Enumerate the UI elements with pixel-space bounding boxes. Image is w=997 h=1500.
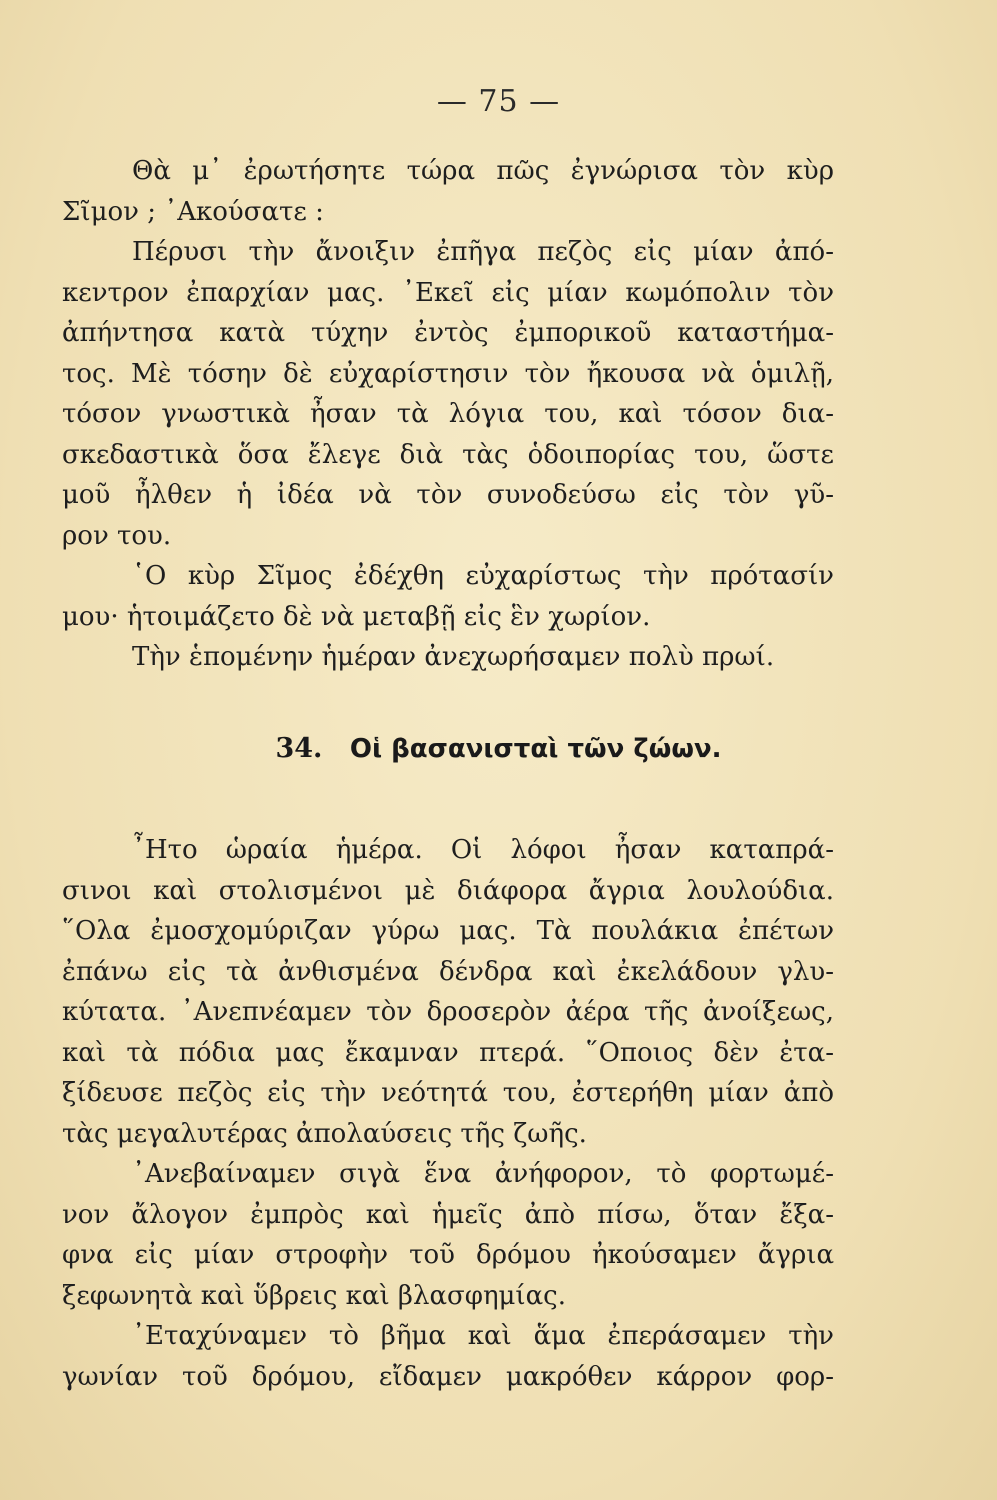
text-line: σκεδαστικὰ ὅσα ἔλεγε διὰ τὰς ὁδοιπορίας του, ὥστε — [62, 439, 834, 470]
text-line: ξίδευσε πεζὸς εἰς τὴν νεότητά του, ἐστερήθη μίαν ἀπὸ — [62, 1078, 834, 1108]
text-line: ᾿Εταχύναμεν τὸ βῆμα καὶ ἅμα ἐπεράσαμεν τὴν — [132, 1321, 834, 1351]
text-block-bottom — [62, 830, 834, 1397]
text-line: ἀπήντησα κατὰ τύχην ἐντὸς ἐμπορικοῦ καταστήμα- — [62, 318, 834, 348]
text-line: ῏Ητο ὡραία ἡμέρα. Οἱ λόφοι ἦσαν καταπρά- — [132, 835, 834, 865]
text-line: σινοι καὶ στολισμένοι μὲ διάφορα ἄγρια λουλούδια. — [62, 875, 834, 906]
text-line: τος. Μὲ τόσην δὲ εὐχαρίστησιν τὸν ἤκουσα νὰ ὁμιλῇ, — [62, 358, 834, 389]
text-line: ᾿Ανεβαίναμεν σιγὰ ἕνα ἀνήφορον, τὸ φορτωμέ- — [132, 1159, 834, 1189]
text-line: μου· ἡτοιμάζετο δὲ νὰ μεταβῇ εἰς ἓν χωρίον. — [62, 601, 651, 632]
section-title: Οἱ βασανισταὶ τῶν ζώων. — [349, 734, 722, 764]
text-line: Θὰ μ᾿ ἐρωτήσητε τώρα πῶς ἐγνώρισα τὸν κὺρ — [132, 156, 834, 186]
text-line: καὶ τὰ πόδια μας ἔκαμναν πτερά. ῞Οποιος δὲν ἐτα- — [62, 1037, 834, 1068]
text-line: ἐπάνω εἰς τὰ ἀνθισμένα δένδρα καὶ ἐκελάδουν γλυ- — [62, 956, 834, 987]
text-line: ῾Ο κὺρ Σῖμος ἐδέχθη εὐχαρίστως τὴν πρότασίν — [132, 561, 834, 591]
section-number: 34. — [275, 733, 323, 764]
text-line: Τὴν ἑπομένην ἡμέραν ἀνεχωρήσαμεν πολὺ πρωί. — [132, 642, 775, 672]
text-line: ρον του. — [62, 520, 172, 551]
text-line: τόσον γνωστικὰ ἦσαν τὰ λόγια του, καὶ τόσον δια- — [62, 399, 834, 429]
text-line: κύτατα. ᾿Ανεπνέαμεν τὸν δροσερὸν ἀέρα τῆς ἀνοίξεως, — [62, 997, 834, 1027]
page-number: — 75 — — [436, 84, 561, 119]
text-line: φνα εἰς μίαν στροφὴν τοῦ δρόμου ἠκούσαμεν ἄγρια — [62, 1240, 834, 1270]
text-line: Πέρυσι τὴν ἄνοιξιν ἐπῆγα πεζὸς εἰς μίαν ἀπό- — [132, 237, 834, 267]
text-line: κεντρον ἐπαρχίαν μας. ᾿Εκεῖ εἰς μίαν κωμόπολιν τὸν — [62, 277, 834, 308]
text-line: μοῦ ἦλθεν ἡ ἰδέα νὰ τὸν συνοδεύσω εἰς τὸν γῦ- — [62, 480, 834, 510]
text-line: τὰς μεγαλυτέρας ἀπολαύσεις τῆς ζωῆς. — [62, 1118, 587, 1149]
section-heading — [0, 733, 997, 764]
text-line: ῞Ολα ἐμοσχομύριζαν γύρω μας. Τὰ πουλάκια ἐπέτων — [62, 916, 834, 946]
text-block-top — [62, 151, 834, 678]
text-line: Σῖμον ; ᾿Ακούσατε : — [62, 196, 324, 227]
text-line: νον ἄλογον ἐμπρὸς καὶ ἡμεῖς ἀπὸ πίσω, ὅταν ἔξα- — [62, 1199, 834, 1230]
text-line: ξεφωνητὰ καὶ ὕβρεις καὶ βλασφημίας. — [62, 1280, 567, 1311]
text-line: γωνίαν τοῦ δρόμου, εἴδαμεν μακρόθεν κάρρον φορ- — [62, 1361, 834, 1392]
